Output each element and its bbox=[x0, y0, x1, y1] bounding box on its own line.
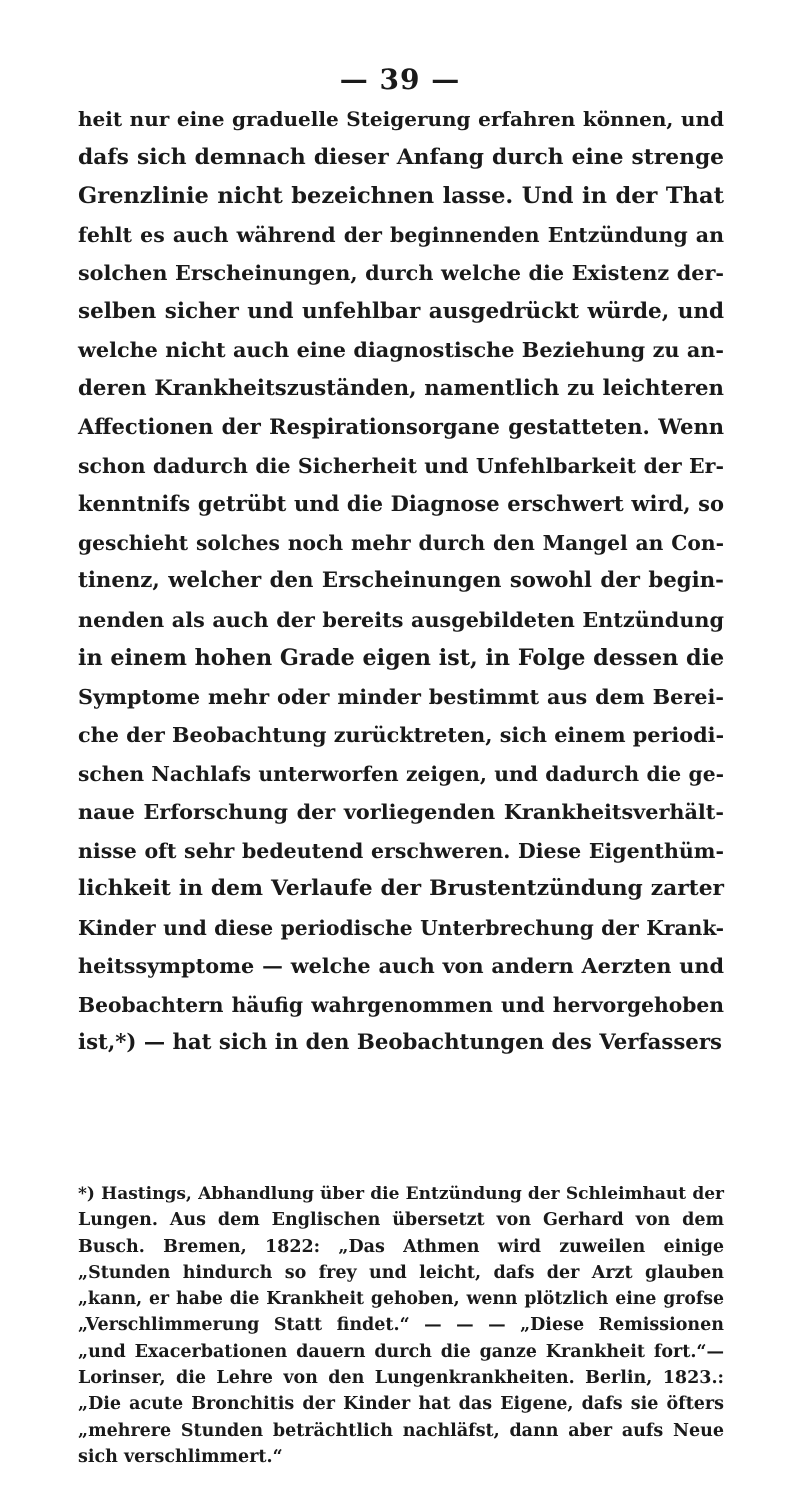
text-line: deren Krankheitszuständen, namentlich zu leichteren bbox=[78, 375, 724, 401]
footnote-line: *) Hastings, Abhandlung über die Entzündung der Schleimhaut der bbox=[78, 1184, 724, 1204]
text-line: kenntnifs getrübt und die Diagnose erschwert wird, so bbox=[78, 491, 724, 516]
footnote-line: Lorinser, die Lehre von den Lungenkrankheiten. Berlin, 1823.: bbox=[78, 1368, 724, 1389]
footnote-line: „kann, er habe die Krankheit gehoben, wenn plötzlich eine grofse bbox=[78, 1289, 724, 1310]
footnote-line: „Stunden hindurch so frey und leicht, dafs der Arzt glauben bbox=[78, 1262, 724, 1283]
body-text bbox=[78, 100, 724, 1063]
text-line: selben sicher und unfehlbar ausgedrückt würde, und bbox=[78, 298, 724, 324]
text-line: fehlt es auch während der beginnenden Entzündung an bbox=[78, 222, 724, 247]
text-line: heitssymptome — welche auch von andern Aerzten und bbox=[78, 954, 724, 978]
footnote-line: Busch. Bremen, 1822: „Das Athmen wird zuweilen einige bbox=[78, 1236, 724, 1257]
page-number: — 39 — bbox=[339, 63, 461, 96]
text-line: Kinder und diese periodische Unterbrechung der Krank- bbox=[78, 915, 724, 940]
footnote-line: „und Exacerbationen dauern durch die ganze Krankheit fort.“— bbox=[78, 1341, 724, 1362]
text-line: in einem hohen Grade eigen ist, in Folge dessen die bbox=[78, 645, 725, 671]
text-line: naue Erforschung der vorliegenden Krankheitsverhält- bbox=[78, 800, 724, 824]
text-line: welche nicht auch eine diagnostische Beziehung zu an- bbox=[78, 338, 724, 362]
text-line: tinenz, welcher den Erscheinungen sowohl der begin- bbox=[78, 568, 724, 593]
text-line: nisse oft sehr bedeutend erschweren. Diese Eigenthüm- bbox=[78, 838, 724, 863]
text-line: heit nur eine graduelle Steigerung erfahren können, und bbox=[78, 107, 724, 131]
text-line: solchen Erscheinungen, durch welche die Existenz der- bbox=[78, 261, 724, 285]
footnote-line: „Verschlimmerung Statt findet.“ — — — „Diese Remissionen bbox=[78, 1315, 724, 1336]
text-line: ist,*) — hat sich in den Beobachtungen des Verfassers bbox=[78, 1030, 722, 1055]
text-line: Beobachtern häufig wahrgenommen und hervorgehoben bbox=[78, 992, 724, 1017]
text-line: nenden als auch der bereits ausgebildeten Entzündung bbox=[78, 607, 724, 632]
text-line: dafs sich demnach dieser Anfang durch eine strenge bbox=[78, 144, 724, 170]
footnote-line: Lungen. Aus dem Englischen übersetzt von Gerhard von dem bbox=[78, 1210, 724, 1231]
footnote-line: sich verschlimmert.“ bbox=[78, 1446, 283, 1467]
text-line: Affectionen der Respirationsorgane gestatteten. Wenn bbox=[78, 414, 724, 439]
text-line: schen Nachlafs unterworfen zeigen, und dadurch die ge- bbox=[78, 761, 724, 786]
text-line: lichkeit in dem Verlaufe der Brustentzündung zarter bbox=[78, 876, 724, 901]
text-line: geschieht solches noch mehr durch den Mangel an Con- bbox=[78, 530, 724, 555]
text-line: Symptome mehr oder minder bestimmt aus dem Berei- bbox=[78, 684, 724, 709]
text-line: Grenzlinie nicht bezeichnen lasse. Und in der That bbox=[78, 183, 724, 209]
footnote bbox=[78, 1181, 724, 1470]
text-line: che der Beobachtung zurücktreten, sich einem periodi- bbox=[78, 723, 725, 747]
footnote-line: „Die acute Bronchitis der Kinder hat das Eigene, dafs sie öfters bbox=[78, 1394, 724, 1415]
footnote-line: „mehrere Stunden beträchtlich nachläfst, dann aber aufs Neue bbox=[78, 1420, 724, 1441]
text-line: schon dadurch die Sicherheit und Unfehlbarkeit der Er- bbox=[78, 453, 724, 478]
